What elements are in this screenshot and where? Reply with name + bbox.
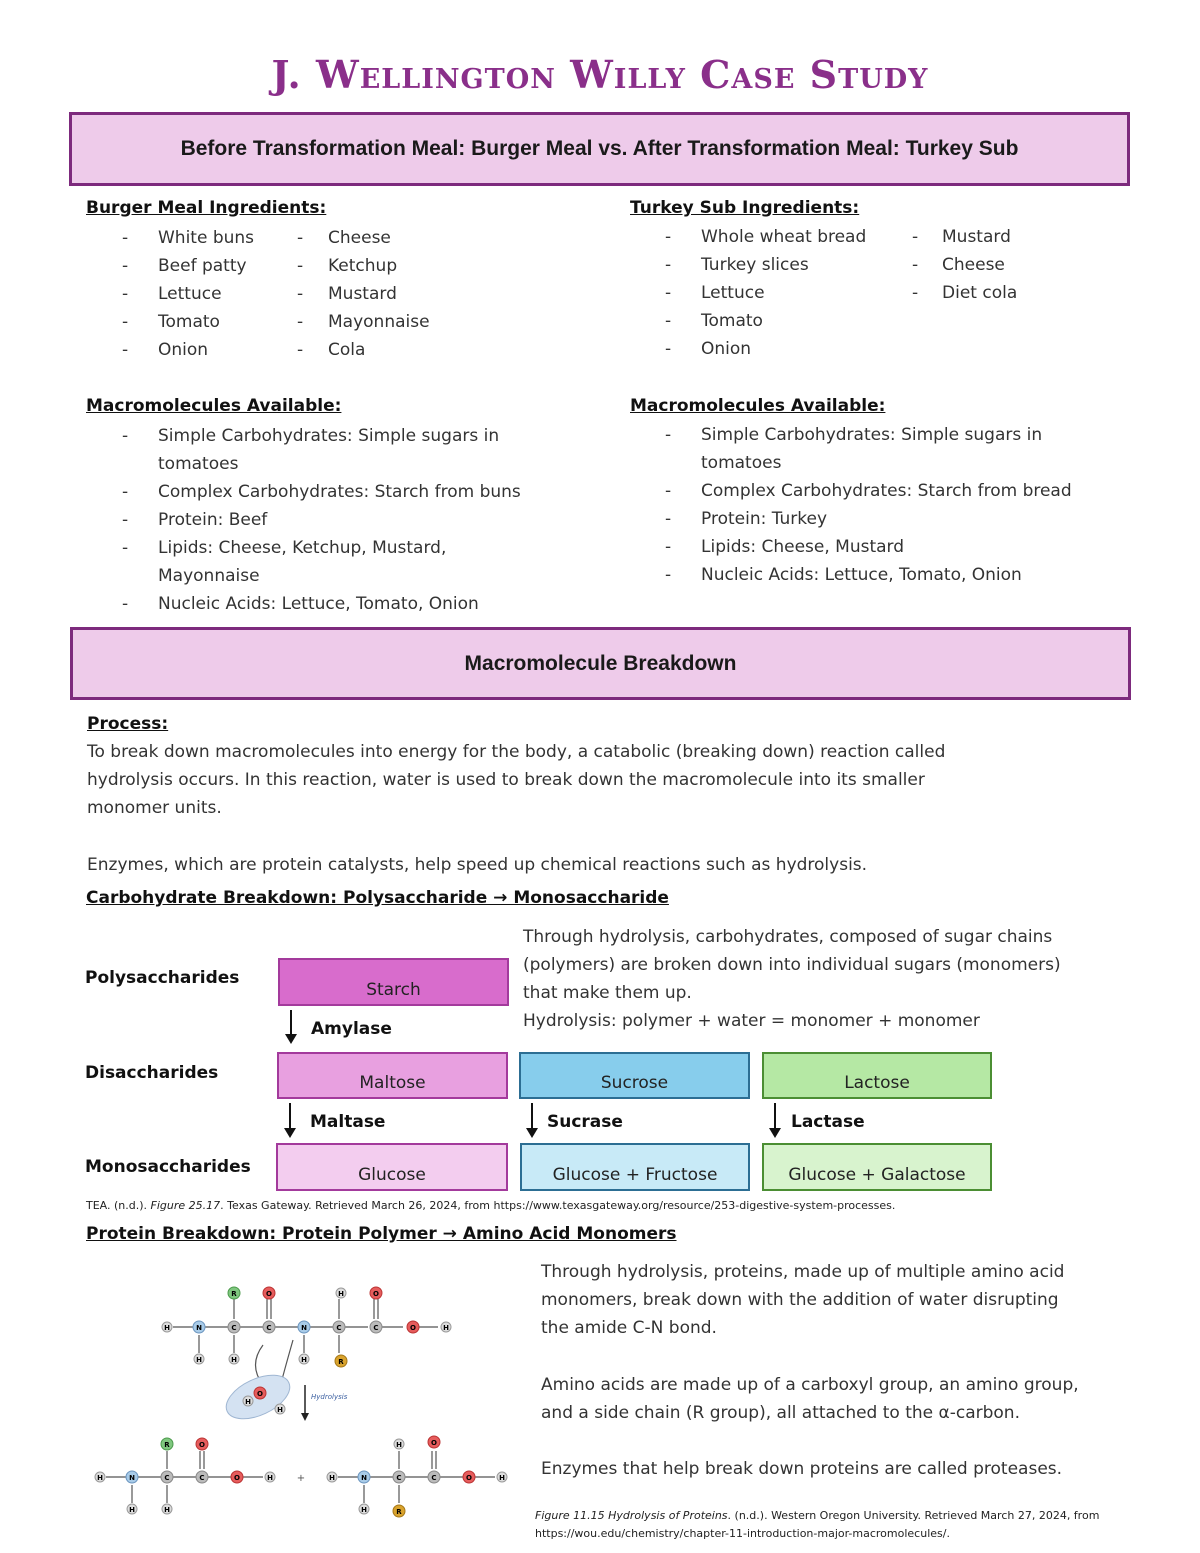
maltase-arrow (289, 1103, 291, 1128)
comparison-banner (69, 112, 1130, 186)
lactose-box: Lactose (762, 1052, 992, 1099)
svg-text:H: H (396, 1441, 402, 1449)
disaccharides-label: Disaccharides (85, 1063, 219, 1083)
svg-text:Hydrolysis: Hydrolysis (311, 1393, 348, 1401)
svg-text:O: O (466, 1474, 472, 1482)
svg-text:R: R (164, 1441, 170, 1449)
carb-citation: TEA. (n.d.). Figure 25.17. Texas Gateway. Retrieved March 26, 2024, from https://www.texasgateway.org/resource/253-digestive-system-processes. (86, 1199, 896, 1212)
turkey-ingredients-col1: - Whole wheat bread - Turkey slices - Lettuce - Tomato - Onion (665, 227, 867, 359)
maltose-box: Maltose (277, 1052, 508, 1099)
burger-macro-heading: Macromolecules Available: (86, 396, 342, 416)
lactase-label: Lactase (791, 1112, 865, 1132)
svg-text:H: H (231, 1356, 237, 1364)
svg-text:H: H (499, 1474, 505, 1482)
svg-text:H: H (164, 1324, 170, 1332)
sucrase-arrow (531, 1103, 533, 1128)
breakdown-banner (70, 627, 1131, 700)
carb-heading: Carbohydrate Breakdown: Polysaccharide → Monosaccharide (86, 888, 669, 908)
amylase-label: Amylase (311, 1019, 392, 1039)
carb-description: Through hydrolysis, carbohydrates, composed of sugar chains (polymers) are broken down into individual sugars (monomers) that make them up. Hydrolysis: polymer + water = monomer + monomer (523, 927, 1061, 1031)
svg-text:H: H (338, 1290, 344, 1298)
svg-text:O: O (257, 1390, 263, 1398)
protein-paragraph-2: Amino acids are made up of a carboxyl group, an amino group, and a side chain (R group), all attached to the α-carbon. (541, 1375, 1079, 1423)
sucrase-arrowhead (526, 1128, 538, 1138)
svg-text:O: O (234, 1474, 240, 1482)
turkey-ingredients-col2: - Mustard - Cheese - Diet cola (912, 227, 1018, 303)
sucrase-label: Sucrase (547, 1112, 623, 1132)
burger-ingredients-heading: Burger Meal Ingredients: (86, 198, 327, 218)
maltase-label: Maltase (310, 1112, 386, 1132)
breakdown-banner-text: Macromolecule Breakdown (464, 651, 737, 675)
svg-text:N: N (129, 1474, 135, 1482)
maltase-arrowhead (284, 1128, 296, 1138)
svg-text:H: H (277, 1406, 283, 1414)
svg-text:N: N (361, 1474, 367, 1482)
protein-hydrolysis-diagram (88, 1275, 518, 1525)
svg-text:H: H (196, 1356, 202, 1364)
svg-text:R: R (396, 1508, 402, 1516)
burger-ingredients-col2: - Cheese - Ketchup - Mustard - Mayonnaise - Cola (297, 228, 430, 360)
svg-text:H: H (129, 1506, 135, 1514)
protein-citation: Figure 11.15 Hydrolysis of Proteins. (n.d.). Western Oregon University. Retrieved March 27, 2024, from https://wou.edu/chemistry/chapter-11-introduction-major-macromolecules/. (535, 1509, 1100, 1540)
svg-text:N: N (196, 1324, 202, 1332)
svg-text:O: O (410, 1324, 416, 1332)
svg-text:C: C (266, 1324, 272, 1332)
lactase-arrowhead (769, 1128, 781, 1138)
burger-ingredients-col1: - White buns - Beef patty - Lettuce - Tomato - Onion (122, 228, 255, 360)
protein-paragraph-1: Through hydrolysis, proteins, made up of multiple amino acid monomers, break down with the addition of water disrupting the amide C-N bond. (541, 1262, 1065, 1338)
svg-text:C: C (431, 1474, 437, 1482)
comparison-banner-text: Before Transformation Meal: Burger Meal vs. After Transformation Meal: Turkey Sub (180, 137, 1019, 160)
svg-text:+: + (296, 1473, 306, 1484)
glucose-galactose-box: Glucose + Galactose (762, 1143, 992, 1191)
svg-text:O: O (266, 1290, 272, 1298)
svg-text:H: H (443, 1324, 449, 1332)
svg-text:H: H (361, 1506, 367, 1514)
svg-text:C: C (164, 1474, 170, 1482)
svg-text:H: H (164, 1506, 170, 1514)
polysaccharides-label: Polysaccharides (85, 968, 240, 988)
turkey-macro-list: - Simple Carbohydrates: Simple sugars in tomatoes - Complex Carbohydrates: Starch from bread - Protein: Turkey - Lipids: Cheese, Mustard - Nucleic Acids: Lettuce, Tomato, Onion (665, 425, 1072, 585)
svg-text:H: H (245, 1398, 251, 1406)
svg-text:R: R (338, 1358, 344, 1366)
svg-text:C: C (373, 1324, 379, 1332)
svg-text:N: N (301, 1324, 307, 1332)
svg-text:O: O (199, 1441, 205, 1449)
amylase-arrow (290, 1010, 292, 1034)
lactase-arrow (774, 1103, 776, 1128)
svg-text:C: C (336, 1324, 342, 1332)
process-paragraph: To break down macromolecules into energy for the body, a catabolic (breaking down) reaction called hydrolysis occurs. In this reaction, water is used to break down the macromolecule into its smaller monomer units. (87, 742, 946, 818)
starch-box: Starch (278, 958, 509, 1006)
turkey-macro-heading: Macromolecules Available: (630, 396, 886, 416)
monosaccharides-label: Monosaccharides (85, 1157, 251, 1177)
sucrose-box: Sucrose (519, 1052, 750, 1099)
svg-text:C: C (396, 1474, 402, 1482)
svg-text:O: O (431, 1439, 437, 1447)
glucose-fructose-box: Glucose + Fructose (520, 1143, 750, 1191)
turkey-ingredients-heading: Turkey Sub Ingredients: (630, 198, 860, 218)
svg-text:H: H (329, 1474, 335, 1482)
process-heading: Process: (87, 714, 169, 734)
page-title: J. Wellington Willy Case Study (271, 52, 929, 97)
svg-text:O: O (373, 1290, 379, 1298)
enzymes-paragraph: Enzymes, which are protein catalysts, help speed up chemical reactions such as hydrolysis. (87, 855, 868, 875)
svg-text:R: R (231, 1290, 237, 1298)
amylase-arrowhead (285, 1034, 297, 1044)
svg-text:C: C (231, 1324, 237, 1332)
burger-macro-list: - Simple Carbohydrates: Simple sugars in tomatoes - Complex Carbohydrates: Starch from buns - Protein: Beef - Lipids: Cheese, Ketchup, Mustard, Mayonnaise - Nucleic Acids: Lettuce, Tomato, Onion (122, 426, 521, 614)
svg-text:H: H (97, 1474, 103, 1482)
glucose-box: Glucose (276, 1143, 508, 1191)
protease-paragraph: Enzymes that help break down proteins are called proteases. (541, 1459, 1063, 1479)
svg-text:H: H (301, 1356, 307, 1364)
svg-text:C: C (199, 1474, 205, 1482)
protein-heading: Protein Breakdown: Protein Polymer → Amino Acid Monomers (86, 1224, 677, 1244)
svg-text:H: H (267, 1474, 273, 1482)
